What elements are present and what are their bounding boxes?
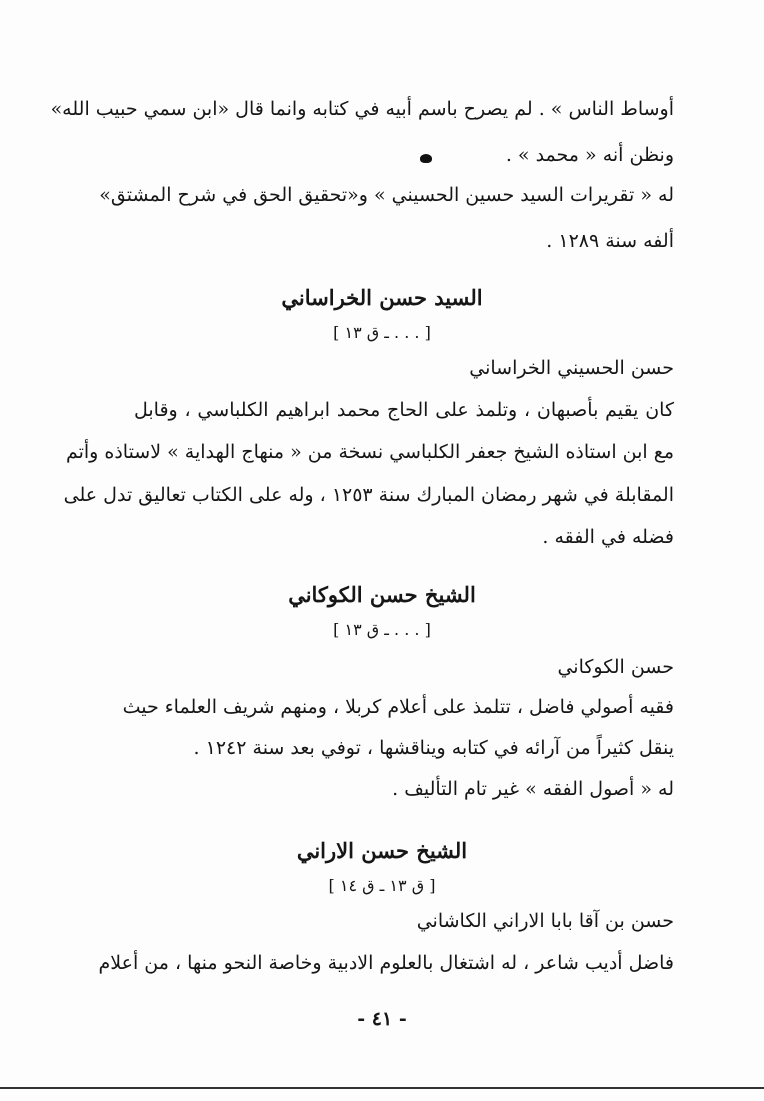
entry-text-line: فقيه أصولي فاضل ، تتلمذ على أعلام كربلا ، ومنهم شريف العلماء حيث [122,696,674,718]
bottom-rule [0,1087,764,1089]
entry-text-line: فضله في الفقه . [542,526,674,548]
page-number: - ٤١ - [357,1008,407,1030]
entry-text-line: كان يقيم بأصبهان ، وتلمذ على الحاج محمد ابراهيم الكلباسي ، وقابل [134,399,674,421]
entry-text-line: مع ابن استاذه الشيخ جعفر الكلباسي نسخة من « منهاج الهداية » لاستاذه وأتم [65,441,674,463]
ink-blot [420,154,432,163]
entry-text-line: له « أصول الفقه » غير تام التأليف . [392,778,674,800]
entry-text-line: المقابلة في شهر رمضان المبارك سنة ١٢٥٣ ، وله على الكتاب تعاليق تدل على [63,484,674,506]
entry-name-line: حسن الحسيني الخراساني [469,357,674,379]
intro-line-2: ونظن أنه « محمد » . [505,144,674,166]
entry-heading: الشيخ حسن الاراني [296,838,468,863]
entry-text-line: ينقل كثيراً من آرائه في كتابه ويناقشها ، توفي بعد سنة ١٢٤٢ . [193,737,674,759]
intro-line-1: أوساط الناس » . لم يصرح باسم أبيه في كتابه وانما قال «ابن سمي حبيب الله» [50,98,674,120]
entry-heading: الشيخ حسن الكوكاني [288,582,476,607]
intro-line-4: ألفه سنة ١٢٨٩ . [546,230,674,252]
entry-dates: [ . . . ـ ق ١٣ ] [333,620,431,639]
intro-line-3: له « تقريرات السيد حسين الحسيني » و«تحقيق الحق في شرح المشتق» [99,184,674,206]
entry-dates: [ ق ١٣ ـ ق ١٤ ] [328,876,436,895]
entry-name-line: حسن بن آقا بابا الاراني الكاشاني [416,910,674,932]
entry-text-line: فاضل أديب شاعر ، له اشتغال بالعلوم الادبية وخاصة النحو منها ، من أعلام [98,952,674,974]
entry-dates: [ . . . ـ ق ١٣ ] [333,323,431,342]
entry-name-line: حسن الكوكاني [557,656,674,678]
entry-heading: السيد حسن الخراساني [281,285,483,310]
